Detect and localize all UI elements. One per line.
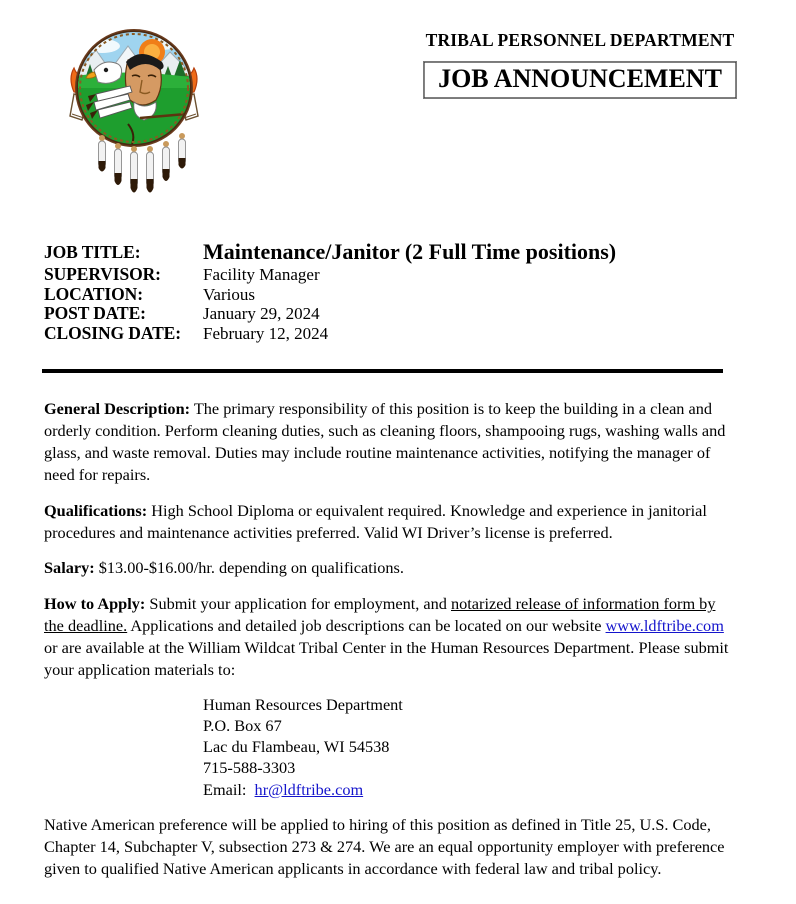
tribe-website-link[interactable]: www.ldftribe.com [605,616,724,636]
address-phone: 715-588-3303 [203,758,296,778]
meta-row-supervisor [44,266,744,284]
meta-value-closing-date: February 12, 2024 [203,323,329,343]
how-to-apply-lead: How to Apply: [44,594,146,614]
address-organization: Human Resources Department [203,694,403,714]
meta-label-post-date: POST DATE: [44,303,146,323]
salary-lead: Salary: [44,558,95,578]
header-divider-rule [42,369,723,373]
document-header [0,0,796,225]
address-email-row [203,779,736,800]
document-body [44,398,736,880]
department-title: TRIBAL PERSONNEL DEPARTMENT [425,30,735,50]
how-to-apply-text-part2: Applications and detailed job descriptions can be located on our website [127,616,606,636]
how-to-apply-text-part1: Submit your application for employment, and [145,594,451,614]
meta-row-location [44,283,744,304]
qualifications-lead: Qualifications: [44,500,148,520]
meta-label-supervisor: SUPERVISOR: [44,264,161,284]
general-description-paragraph [44,398,736,486]
general-description-lead: General Description: [44,399,191,418]
address-po-box: P.O. Box 67 [203,716,282,736]
notarized-release-requirement: notarized release of information form by the deadline. [44,594,716,636]
general-description-text: The primary responsibility of this position is to keep the building in a clean and orderly condition. Perform cleaning duties, such as cleaning floors, shampooing rugs, washing walls and glass, and waste removal. Duties may include routine maintenance activities, notifying the manager of need for repairs. [44,399,726,484]
how-to-apply-text-part3: or are available at the William Wildcat Tribal Center in the Human Resources Department. Please submit your application materials to: [44,638,729,680]
email-label: Email: [203,779,247,799]
salary-text: $13.00-$16.00/hr. depending on qualifications. [94,558,404,578]
job-announcement-box [423,61,737,99]
job-announcement-label: JOB ANNOUNCEMENT [438,64,722,93]
email-link[interactable]: hr@ldftribe.com [254,779,364,799]
meta-label-job-title: JOB TITLE: [44,242,141,262]
meta-value-post-date: January 29, 2024 [203,304,320,323]
address-city-state-zip: Lac du Flambeau, WI 54538 [203,737,390,757]
salary-paragraph [44,557,736,579]
meta-value-job-title: Maintenance/Janitor (2 Full Time positions) [203,239,617,264]
meta-row-closing-date [44,322,744,343]
header-text-block [400,30,760,99]
native-american-preference-statement: Native American preference will be applied to hiring of this position as defined in Title 25, U.S. Code, Chapter 14, Subchapter V, subsection 273 & 274. We are an equal opportunity employer with preference given to qualified Native American applicants in accordance with federal law and tribal policy. [44,814,725,878]
how-to-apply-paragraph [44,593,736,681]
meta-row-post-date [44,305,744,323]
meta-value-supervisor: Facility Manager [203,265,320,284]
meta-row-job-title [44,240,744,262]
meta-label-location: LOCATION: [44,283,143,304]
contact-address-block [44,694,736,800]
job-meta-list [44,240,744,344]
qualifications-text: High School Diploma or equivalent required. Knowledge and experience in janitorial procedures and maintenance activities preferred. Valid WI Driver’s license is preferred. [44,500,707,542]
meta-label-closing-date: CLOSING DATE: [44,322,181,343]
qualifications-paragraph [44,500,736,544]
tribal-seal-logo [44,16,224,216]
meta-value-location: Various [203,284,255,304]
